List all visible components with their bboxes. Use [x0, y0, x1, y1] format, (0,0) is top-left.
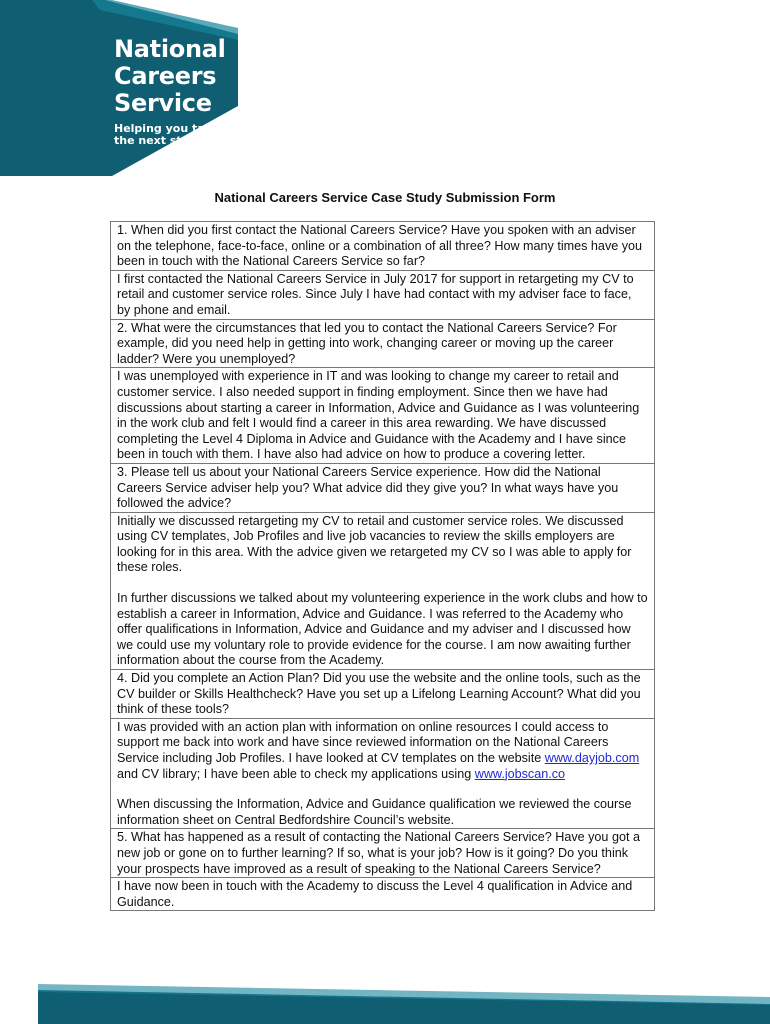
answer-paragraph: Initially we discussed retargeting my CV to retail and customer service roles. We discussed using CV templates, Job Profiles and live job vacancies to review the skills employers are looking for in this area. With the advice given we retargeted my CV so I was able to apply for these roles. [117, 513, 632, 575]
answer-row [111, 368, 655, 464]
question-cell [111, 319, 655, 368]
question-cell [111, 670, 655, 719]
answer-paragraph: In further discussions we talked about my volunteering experience in the work clubs and how to establish a career in Information, Advice and Guidance. I was referred to the Academy who offer qualifications in Information, Advice and Guidance and my adviser and I discussed how we could use my voluntary role to provide evidence for the course. I am now awaiting further information about the course from the Academy. [117, 591, 648, 668]
answer-cell [111, 718, 655, 829]
answer-paragraph: When discussing the Information, Advice and Guidance qualification we reviewed the course information sheet on Central Bedfordshire Council’s website. [117, 797, 632, 827]
answer-paragraph [117, 720, 648, 782]
question-row [111, 829, 655, 878]
dayjob-link[interactable]: www.dayjob.com [544, 751, 640, 765]
answer-cell [111, 512, 655, 669]
form-title: National Careers Service Case Study Submission Form [214, 190, 556, 205]
question-cell [111, 463, 655, 512]
jobscan-link[interactable]: www.jobscan.co [474, 766, 566, 781]
logo-line-1: National [114, 35, 226, 63]
answer-row [111, 718, 655, 829]
answer-cell [111, 368, 655, 464]
logo-line-2: Careers [114, 62, 217, 90]
question-row [111, 463, 655, 512]
question-text: 4. Did you complete an Action Plan? Did you use the website and the online tools, such as the CV builder or Skills Healthcheck? Have you set up a Lifelong Learning Account? What did you think of these tools? [117, 671, 641, 717]
question-row [111, 222, 655, 271]
footer-decorative-bar [0, 964, 770, 1024]
question-cell [111, 222, 655, 271]
answer-row [111, 878, 655, 911]
logo-tagline-1: Helping you take [114, 122, 220, 135]
case-study-form-table [110, 221, 655, 911]
question-cell [111, 829, 655, 878]
logo-line-3: Service [114, 89, 212, 117]
answer-cell [111, 270, 655, 319]
answer-row [111, 512, 655, 669]
logo-tagline-2: the next step [114, 134, 197, 147]
question-row [111, 670, 655, 719]
answer-cell [111, 878, 655, 911]
national-careers-service-logo [0, 0, 240, 180]
answer-text: and CV library; I have been able to check my applications using [117, 766, 475, 781]
answer-row [111, 270, 655, 319]
answer-text: I was provided with an action plan with information on online resources I could access to support me back into work and have since reviewed information on the National Careers Service including Job Profiles. I have looked at CV templates on the website [117, 719, 609, 765]
answer-paragraph: I was unemployed with experience in IT and was looking to change my career to retail and customer service. I also needed support in finding employment. Since then we have had discussions about starting a career in Information, Advice and Guidance as I was volunteering in the work club and felt I would find a career in this area rewarding. We have discussed completing the Level 4 Diploma in Advice and Guidance with the Academy and I have since been in touch with them. I have also had advice on how to produce a covering letter. [117, 369, 640, 462]
question-text: 3. Please tell us about your National Careers Service experience. How did the National Careers Service adviser help you? What advice did they give you? In what ways have you followed the advice? [117, 464, 619, 511]
answer-paragraph: I first contacted the National Careers Service in July 2017 for support in retargeting my CV to retail and customer service roles. Since July I have had contact with my adviser face to face, by phone and email. [117, 271, 634, 317]
answer-paragraph: I have now been in touch with the Academy to discuss the Level 4 qualification in Advice and Guidance. [117, 879, 633, 909]
question-text: 5. What has happened as a result of contacting the National Careers Service? Have you got a new job or gone on to further learning? If so, what is your job? How is it going? Do you think your prospects have improved as a result of speaking to the National Careers Service? [117, 830, 640, 876]
question-row [111, 319, 655, 368]
question-text: 1. When did you first contact the National Careers Service? Have you spoken with an adviser on the telephone, face-to-face, online or a combination of all three? How many times have you been in touch with the National Careers Service so far? [117, 223, 643, 269]
question-text: 2. What were the circumstances that led you to contact the National Careers Service? For example, did you need help in getting into work, changing career or moving up the career ladder? Were you unemployed? [117, 320, 617, 366]
